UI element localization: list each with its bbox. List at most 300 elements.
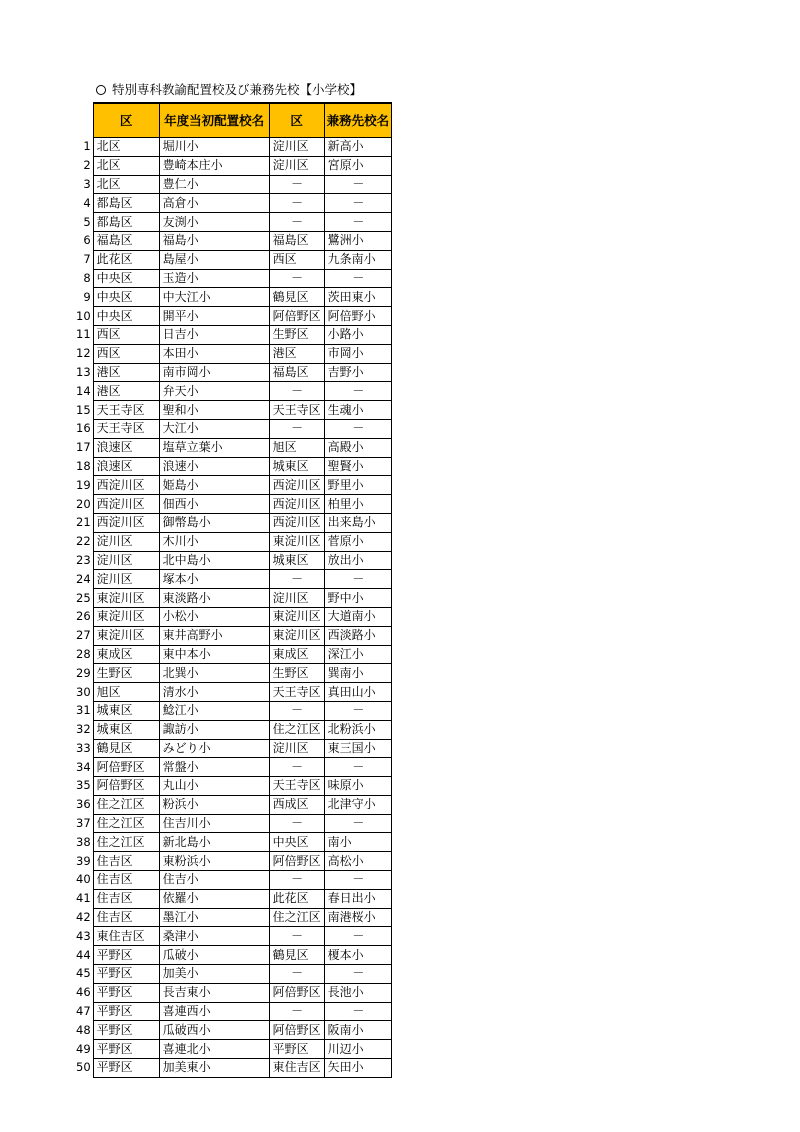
ku-cell: 住之江区 — [93, 795, 159, 814]
table-row — [74, 814, 392, 833]
ku2-cell: 西成区 — [269, 795, 324, 814]
table-row — [74, 664, 392, 683]
ku-cell: 北区 — [93, 138, 159, 157]
row-number: 43 — [76, 928, 91, 943]
row-number: 39 — [76, 853, 91, 868]
ku-cell: 北区 — [93, 156, 159, 175]
row-number: 25 — [76, 590, 91, 605]
ku-cell: 西淀川区 — [93, 513, 159, 532]
ku-cell: 東淀川区 — [93, 607, 159, 626]
school-cell: 丸山小 — [159, 777, 269, 796]
kenmu-cell: 真田山小 — [324, 683, 392, 702]
table-row — [74, 701, 392, 720]
ku-cell: 此花区 — [93, 250, 159, 269]
table-row — [74, 495, 392, 514]
kenmu-cell: 東三国小 — [324, 739, 392, 758]
ku-cell: 住吉区 — [93, 852, 159, 871]
table-row — [74, 457, 392, 476]
school-cell: 開平小 — [159, 307, 269, 326]
kenmu-cell: 新高小 — [324, 138, 392, 157]
ku2-cell: 東淀川区 — [269, 626, 324, 645]
row-number: 23 — [76, 552, 91, 567]
table-row — [74, 476, 392, 495]
table-row — [74, 307, 392, 326]
school-cell: 東淡路小 — [159, 589, 269, 608]
school-cell: 木川小 — [159, 532, 269, 551]
row-number: 24 — [76, 571, 91, 586]
ku-cell: 中央区 — [93, 307, 159, 326]
row-number: 37 — [76, 816, 91, 831]
kenmu-cell: 味原小 — [324, 777, 392, 796]
ku2-cell: 平野区 — [269, 1040, 324, 1059]
row-number: 21 — [76, 515, 91, 530]
ku2-cell: － — [269, 758, 324, 777]
ku2-cell: 西淀川区 — [269, 513, 324, 532]
ku2-cell: － — [269, 175, 324, 194]
header-ku: 区 — [93, 103, 159, 138]
school-cell: 住吉川小 — [159, 814, 269, 833]
table-row — [74, 889, 392, 908]
school-cell: 佃西小 — [159, 495, 269, 514]
kenmu-cell: 野中小 — [324, 589, 392, 608]
kenmu-cell: 市岡小 — [324, 344, 392, 363]
table-row — [74, 645, 392, 664]
school-cell: 塚本小 — [159, 570, 269, 589]
kenmu-cell: 阿倍野小 — [324, 307, 392, 326]
ku2-cell: 天王寺区 — [269, 401, 324, 420]
kenmu-cell: － — [324, 871, 392, 890]
ku2-cell: 阿倍野区 — [269, 307, 324, 326]
ku2-cell: － — [269, 570, 324, 589]
row-number: 12 — [76, 346, 91, 361]
kenmu-cell: 九条南小 — [324, 250, 392, 269]
ku-cell: 住吉区 — [93, 908, 159, 927]
ku-cell: 都島区 — [93, 194, 159, 213]
row-number: 49 — [76, 1041, 91, 1056]
school-cell: 加美小 — [159, 965, 269, 984]
school-cell: 堀川小 — [159, 138, 269, 157]
table-row — [74, 852, 392, 871]
school-cell: 喜連西小 — [159, 1002, 269, 1021]
school-cell: 小松小 — [159, 607, 269, 626]
kenmu-cell: － — [324, 1002, 392, 1021]
row-number: 26 — [76, 609, 91, 624]
table-row — [74, 626, 392, 645]
ku2-cell: － — [269, 701, 324, 720]
school-cell: 東粉浜小 — [159, 852, 269, 871]
row-number: 31 — [76, 703, 91, 718]
table-row — [74, 156, 392, 175]
table-row — [74, 231, 392, 250]
kenmu-cell: 榎本小 — [324, 946, 392, 965]
table-row — [74, 532, 392, 551]
row-number: 50 — [76, 1060, 91, 1075]
ku2-cell: － — [269, 814, 324, 833]
table-row — [74, 589, 392, 608]
table-row — [74, 720, 392, 739]
row-number: 45 — [76, 966, 91, 981]
table-row — [74, 908, 392, 927]
school-cell: 瓜破小 — [159, 946, 269, 965]
school-cell: 北巽小 — [159, 664, 269, 683]
ku2-cell: － — [269, 213, 324, 232]
row-number: 20 — [76, 496, 91, 511]
ku2-cell: 西淀川区 — [269, 495, 324, 514]
ku2-cell: － — [269, 871, 324, 890]
header-kenmu: 兼務先校名 — [324, 103, 392, 138]
ku-cell: 平野区 — [93, 1002, 159, 1021]
table-row — [74, 194, 392, 213]
school-cell: 住吉小 — [159, 871, 269, 890]
ku-cell: 東成区 — [93, 645, 159, 664]
table-row — [74, 438, 392, 457]
kenmu-cell: 鷺洲小 — [324, 231, 392, 250]
kenmu-cell: － — [324, 570, 392, 589]
table-row — [74, 382, 392, 401]
school-cell: 諏訪小 — [159, 720, 269, 739]
ku2-cell: 東住吉区 — [269, 1059, 324, 1078]
ku2-cell: － — [269, 1002, 324, 1021]
row-number: 28 — [76, 646, 91, 661]
row-number: 32 — [76, 722, 91, 737]
row-number: 10 — [76, 308, 91, 323]
kenmu-cell: 生魂小 — [324, 401, 392, 420]
row-number: 17 — [76, 440, 91, 455]
kenmu-cell: － — [324, 701, 392, 720]
row-number: 48 — [76, 1022, 91, 1037]
school-cell: 東井高野小 — [159, 626, 269, 645]
row-number: 13 — [76, 364, 91, 379]
school-cell: 北中島小 — [159, 551, 269, 570]
row-number: 6 — [83, 233, 91, 248]
circle-bullet-icon — [96, 85, 106, 95]
ku-cell: 北区 — [93, 175, 159, 194]
school-cell: 浪速小 — [159, 457, 269, 476]
row-number: 1 — [83, 139, 91, 154]
ku2-cell: － — [269, 927, 324, 946]
table-row — [74, 739, 392, 758]
ku-cell: 旭区 — [93, 683, 159, 702]
row-number: 2 — [83, 158, 91, 173]
school-cell: 依羅小 — [159, 889, 269, 908]
school-cell: 日吉小 — [159, 325, 269, 344]
kenmu-cell: 出来島小 — [324, 513, 392, 532]
school-cell: 豊仁小 — [159, 175, 269, 194]
kenmu-cell: 小路小 — [324, 325, 392, 344]
row-number: 22 — [76, 534, 91, 549]
row-number: 18 — [76, 458, 91, 473]
row-number: 3 — [83, 176, 91, 191]
ku-cell: 西淀川区 — [93, 476, 159, 495]
table-row — [74, 250, 392, 269]
school-cell: 墨江小 — [159, 908, 269, 927]
ku-cell: 都島区 — [93, 213, 159, 232]
ku-cell: 城東区 — [93, 720, 159, 739]
kenmu-cell: 柏里小 — [324, 495, 392, 514]
row-number: 29 — [76, 665, 91, 680]
school-cell: 長吉東小 — [159, 983, 269, 1002]
row-number: 42 — [76, 910, 91, 925]
school-cell: 聖和小 — [159, 401, 269, 420]
kenmu-cell: 高松小 — [324, 852, 392, 871]
row-number: 14 — [76, 383, 91, 398]
row-number: 30 — [76, 684, 91, 699]
kenmu-cell: － — [324, 814, 392, 833]
ku-cell: 住之江区 — [93, 814, 159, 833]
ku2-cell: 此花区 — [269, 889, 324, 908]
table-row — [74, 871, 392, 890]
kenmu-cell: 深江小 — [324, 645, 392, 664]
header-school: 年度当初配置校名 — [159, 103, 269, 138]
ku-cell: 中央区 — [93, 288, 159, 307]
ku2-cell: 生野区 — [269, 325, 324, 344]
document-title — [96, 79, 362, 101]
school-cell: 瓜破西小 — [159, 1021, 269, 1040]
table-row — [74, 1002, 392, 1021]
school-cell: 粉浜小 — [159, 795, 269, 814]
school-cell: 東中本小 — [159, 645, 269, 664]
ku2-cell: 鶴見区 — [269, 288, 324, 307]
row-number: 4 — [83, 195, 91, 210]
ku-cell: 城東区 — [93, 701, 159, 720]
table-row — [74, 570, 392, 589]
row-number: 33 — [76, 740, 91, 755]
kenmu-cell: － — [324, 758, 392, 777]
table-row — [74, 551, 392, 570]
header-number — [74, 103, 93, 138]
row-number: 7 — [83, 252, 91, 267]
row-number: 15 — [76, 402, 91, 417]
kenmu-cell: 野里小 — [324, 476, 392, 495]
ku-cell: 平野区 — [93, 1021, 159, 1040]
ku-cell: 福島区 — [93, 231, 159, 250]
ku-cell: 淀川区 — [93, 570, 159, 589]
school-cell: 御幣島小 — [159, 513, 269, 532]
ku2-cell: 東成区 — [269, 645, 324, 664]
school-cell: 玉造小 — [159, 269, 269, 288]
kenmu-cell: 西淡路小 — [324, 626, 392, 645]
ku2-cell: 鶴見区 — [269, 946, 324, 965]
table-row — [74, 138, 392, 157]
table-row — [74, 325, 392, 344]
table-row — [74, 175, 392, 194]
row-number: 34 — [76, 759, 91, 774]
table-row — [74, 758, 392, 777]
kenmu-cell: － — [324, 194, 392, 213]
table-row — [74, 513, 392, 532]
ku2-cell: 住之江区 — [269, 720, 324, 739]
table-row — [74, 419, 392, 438]
kenmu-cell: 高殿小 — [324, 438, 392, 457]
kenmu-cell: 茨田東小 — [324, 288, 392, 307]
ku-cell: 東住吉区 — [93, 927, 159, 946]
ku2-cell: 東淀川区 — [269, 607, 324, 626]
ku2-cell: 淀川区 — [269, 138, 324, 157]
table-row — [74, 363, 392, 382]
school-cell: 島屋小 — [159, 250, 269, 269]
row-number: 36 — [76, 797, 91, 812]
table-row — [74, 1021, 392, 1040]
kenmu-cell: 聖賢小 — [324, 457, 392, 476]
kenmu-cell: 川辺小 — [324, 1040, 392, 1059]
ku-cell: 淀川区 — [93, 551, 159, 570]
school-cell: みどり小 — [159, 739, 269, 758]
ku-cell: 浪速区 — [93, 457, 159, 476]
ku-cell: 鶴見区 — [93, 739, 159, 758]
row-number: 9 — [83, 289, 91, 304]
title-text: 特別専科教諭配置校及び兼務先校【小学校】 — [112, 82, 363, 97]
school-cell: 加美東小 — [159, 1059, 269, 1078]
ku2-cell: － — [269, 965, 324, 984]
ku2-cell: 阿倍野区 — [269, 852, 324, 871]
ku2-cell: 阿倍野区 — [269, 1021, 324, 1040]
ku2-cell: 淀川区 — [269, 589, 324, 608]
school-cell: 大江小 — [159, 419, 269, 438]
school-cell: 桑津小 — [159, 927, 269, 946]
school-cell: 姫島小 — [159, 476, 269, 495]
ku-cell: 天王寺区 — [93, 419, 159, 438]
ku-cell: 天王寺区 — [93, 401, 159, 420]
ku2-cell: 城東区 — [269, 551, 324, 570]
assignment-table — [74, 102, 392, 1078]
kenmu-cell: － — [324, 965, 392, 984]
kenmu-cell: 北粉浜小 — [324, 720, 392, 739]
ku2-cell: 生野区 — [269, 664, 324, 683]
school-cell: 本田小 — [159, 344, 269, 363]
table-row — [74, 833, 392, 852]
ku-cell: 東淀川区 — [93, 589, 159, 608]
school-cell: 清水小 — [159, 683, 269, 702]
kenmu-cell: 北津守小 — [324, 795, 392, 814]
row-number: 5 — [83, 214, 91, 229]
ku2-cell: 港区 — [269, 344, 324, 363]
table-row — [74, 213, 392, 232]
kenmu-cell: 矢田小 — [324, 1059, 392, 1078]
row-number: 41 — [76, 891, 91, 906]
table-row — [74, 795, 392, 814]
ku2-cell: 天王寺区 — [269, 777, 324, 796]
school-cell: 鯰江小 — [159, 701, 269, 720]
table-body — [74, 138, 392, 1078]
ku-cell: 住吉区 — [93, 889, 159, 908]
table-row — [74, 269, 392, 288]
table-row — [74, 1040, 392, 1059]
ku-cell: 港区 — [93, 382, 159, 401]
kenmu-cell: － — [324, 419, 392, 438]
kenmu-cell: － — [324, 382, 392, 401]
ku-cell: 浪速区 — [93, 438, 159, 457]
ku2-cell: 東淀川区 — [269, 532, 324, 551]
table-row — [74, 777, 392, 796]
school-cell: 喜連北小 — [159, 1040, 269, 1059]
school-cell: 中大江小 — [159, 288, 269, 307]
kenmu-cell: － — [324, 269, 392, 288]
table-row — [74, 683, 392, 702]
kenmu-cell: 菅原小 — [324, 532, 392, 551]
ku-cell: 平野区 — [93, 965, 159, 984]
school-cell: 豊崎本庄小 — [159, 156, 269, 175]
ku2-cell: 福島区 — [269, 363, 324, 382]
row-number: 44 — [76, 947, 91, 962]
ku-cell: 淀川区 — [93, 532, 159, 551]
row-number: 11 — [76, 327, 91, 342]
ku2-cell: － — [269, 382, 324, 401]
ku2-cell: 城東区 — [269, 457, 324, 476]
kenmu-cell: 南小 — [324, 833, 392, 852]
school-cell: 新北島小 — [159, 833, 269, 852]
ku-cell: 平野区 — [93, 1040, 159, 1059]
ku-cell: 住吉区 — [93, 871, 159, 890]
ku-cell: 阿倍野区 — [93, 758, 159, 777]
row-number: 19 — [76, 477, 91, 492]
row-number: 40 — [76, 872, 91, 887]
school-cell: 塩草立葉小 — [159, 438, 269, 457]
kenmu-cell: 南港桜小 — [324, 908, 392, 927]
row-number: 35 — [76, 778, 91, 793]
ku2-cell: 福島区 — [269, 231, 324, 250]
school-cell: 福島小 — [159, 231, 269, 250]
row-number: 16 — [76, 421, 91, 436]
kenmu-cell: 長池小 — [324, 983, 392, 1002]
table-row — [74, 983, 392, 1002]
school-cell: 南市岡小 — [159, 363, 269, 382]
ku2-cell: 西区 — [269, 250, 324, 269]
table-row — [74, 927, 392, 946]
ku2-cell: 住之江区 — [269, 908, 324, 927]
ku2-cell: 阿倍野区 — [269, 983, 324, 1002]
kenmu-cell: 吉野小 — [324, 363, 392, 382]
kenmu-cell: 阪南小 — [324, 1021, 392, 1040]
table-row — [74, 965, 392, 984]
ku2-cell: － — [269, 194, 324, 213]
ku-cell: 平野区 — [93, 983, 159, 1002]
table-row — [74, 1059, 392, 1078]
ku-cell: 阿倍野区 — [93, 777, 159, 796]
table-row — [74, 946, 392, 965]
kenmu-cell: 放出小 — [324, 551, 392, 570]
row-number: 46 — [76, 985, 91, 1000]
ku-cell: 中央区 — [93, 269, 159, 288]
header-ku2: 区 — [269, 103, 324, 138]
ku-cell: 港区 — [93, 363, 159, 382]
ku-cell: 住之江区 — [93, 833, 159, 852]
table-row — [74, 288, 392, 307]
kenmu-cell: 春日出小 — [324, 889, 392, 908]
ku2-cell: 西淀川区 — [269, 476, 324, 495]
kenmu-cell: － — [324, 213, 392, 232]
school-cell: 弁天小 — [159, 382, 269, 401]
ku-cell: 西淀川区 — [93, 495, 159, 514]
kenmu-cell: － — [324, 927, 392, 946]
ku2-cell: － — [269, 419, 324, 438]
ku2-cell: － — [269, 269, 324, 288]
ku-cell: 生野区 — [93, 664, 159, 683]
kenmu-cell: － — [324, 175, 392, 194]
table-row — [74, 344, 392, 363]
kenmu-cell: 大道南小 — [324, 607, 392, 626]
row-number: 47 — [76, 1004, 91, 1019]
header-row — [74, 103, 392, 138]
row-number: 8 — [83, 270, 91, 285]
school-cell: 高倉小 — [159, 194, 269, 213]
ku2-cell: 淀川区 — [269, 156, 324, 175]
ku2-cell: 旭区 — [269, 438, 324, 457]
kenmu-cell: 宮原小 — [324, 156, 392, 175]
ku2-cell: 中央区 — [269, 833, 324, 852]
row-number: 27 — [76, 628, 91, 643]
ku-cell: 東淀川区 — [93, 626, 159, 645]
ku-cell: 平野区 — [93, 1059, 159, 1078]
